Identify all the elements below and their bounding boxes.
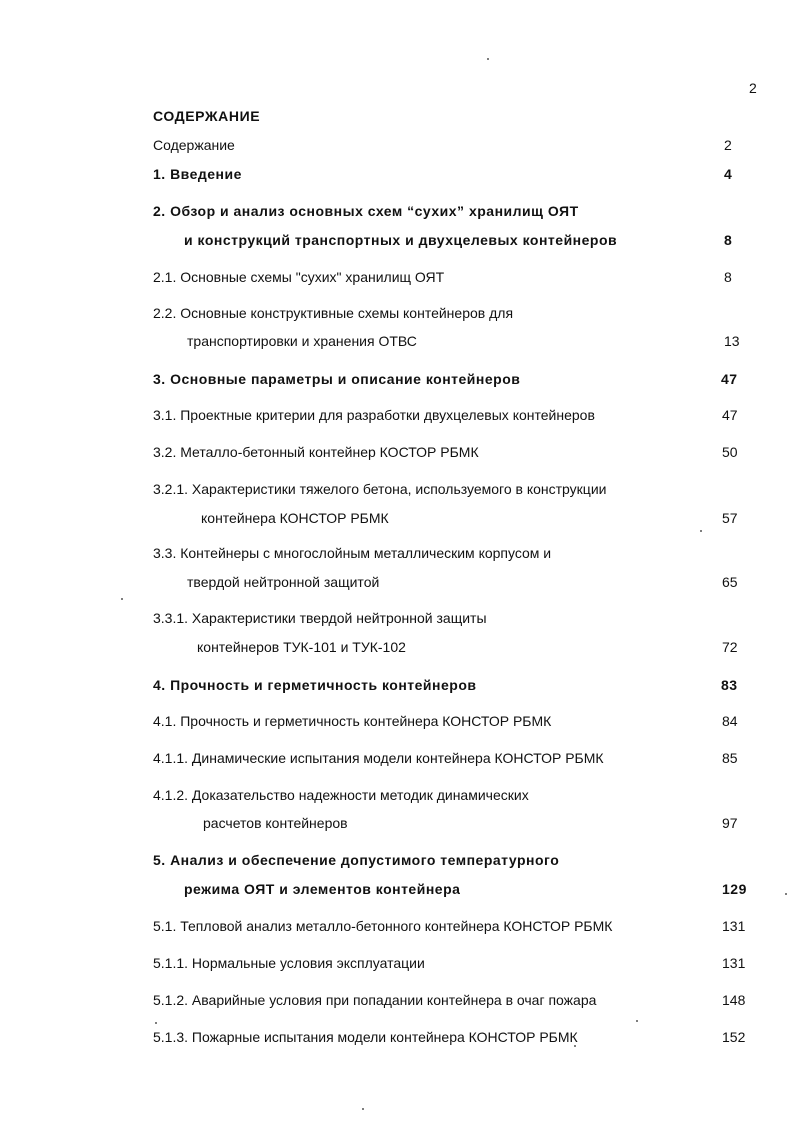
toc-entry [0, 610, 793, 630]
toc-entry [0, 305, 793, 325]
toc-entry-page: 85 [722, 750, 738, 766]
toc-entry [0, 232, 793, 252]
toc-entry-page: 152 [722, 1029, 746, 1045]
toc-entry-page: 131 [722, 918, 746, 934]
toc-entry [0, 787, 793, 807]
toc-entry [0, 881, 793, 901]
toc-entry [0, 713, 793, 733]
toc-entry [0, 918, 793, 938]
toc-entry [0, 992, 793, 1012]
toc-entry-title: контейнера КОНСТОР РБМК [201, 510, 389, 526]
toc-entry [0, 444, 793, 464]
toc-entry [0, 815, 793, 835]
toc-entry-title: 5.1.3. Пожарные испытания модели контейнера КОНСТОР РБМК [153, 1029, 578, 1045]
toc-entry-title: 3.2.1. Характеристики тяжелого бетона, используемого в конструкции [153, 481, 607, 497]
scan-speck [487, 58, 489, 60]
toc-entry [0, 137, 793, 157]
toc-entry-title: режима ОЯТ и элементов контейнера [184, 881, 461, 897]
toc-entry [0, 407, 793, 427]
toc-entry-page: 47 [722, 407, 738, 423]
toc-entry-page: 47 [721, 371, 738, 387]
toc-entry-page: 131 [722, 955, 746, 971]
scan-speck [362, 1108, 364, 1110]
toc-entry-title: 1. Введение [153, 166, 242, 182]
toc-entry-page: 4 [724, 166, 733, 182]
page-title: СОДЕРЖАНИЕ [153, 108, 261, 124]
toc-entry-page: 65 [722, 574, 738, 590]
toc-entry-title: 3. Основные параметры и описание контейнеров [153, 371, 521, 387]
toc-entry-page: 148 [722, 992, 746, 1008]
toc-entry-title: и конструкций транспортных и двухцелевых контейнеров [184, 232, 618, 248]
scan-speck [155, 1022, 157, 1024]
scan-speck [700, 530, 702, 532]
toc-entry [0, 510, 793, 530]
toc-entry [0, 1029, 793, 1049]
toc-entry-page: 8 [724, 232, 733, 248]
scan-speck [636, 1020, 638, 1022]
toc-entry-page: 8 [724, 269, 732, 285]
toc-entry-title: 5.1. Тепловой анализ металло-бетонного контейнера КОНСТОР РБМК [153, 918, 613, 934]
toc-entry-title: расчетов контейнеров [203, 815, 348, 831]
toc-entry-title: 2.1. Основные схемы "сухих" хранилищ ОЯТ [153, 269, 445, 285]
toc-entry [0, 750, 793, 770]
toc-entry-title: 3.2. Металло-бетонный контейнер КОСТОР РБМК [153, 444, 479, 460]
toc-entry [0, 269, 793, 289]
toc-entry [0, 955, 793, 975]
toc-entry-title: твердой нейтронной защитой [187, 574, 380, 590]
toc-entry-page: 2 [724, 137, 732, 153]
toc-entry-title: 4. Прочность и герметичность контейнеров [153, 677, 477, 693]
toc-entry-title: 4.1. Прочность и герметичность контейнера КОНСТОР РБМК [153, 713, 552, 729]
toc-entry-page: 97 [722, 815, 738, 831]
toc-entry-title: 2.2. Основные конструктивные схемы контейнеров для [153, 305, 514, 321]
toc-entry [0, 203, 793, 223]
page-number: 2 [749, 80, 757, 96]
toc-entry [0, 677, 793, 697]
toc-entry [0, 166, 793, 186]
toc-entry-page: 57 [722, 510, 738, 526]
toc-entry [0, 545, 793, 565]
toc-entry-title: 4.1.1. Динамические испытания модели контейнера КОНСТОР РБМК [153, 750, 604, 766]
toc-entry [0, 333, 793, 353]
toc-entry-title: 3.3.1. Характеристики твердой нейтронной защиты [153, 610, 487, 626]
toc-entry-page: 72 [722, 639, 738, 655]
toc-entry [0, 371, 793, 391]
scan-speck [785, 893, 787, 895]
toc-entry-title: 4.1.2. Доказательство надежности методик динамических [153, 787, 529, 803]
scan-speck [574, 1045, 576, 1047]
toc-entry-page: 83 [721, 677, 738, 693]
toc-entry-page: 129 [722, 881, 747, 897]
toc-entry-title: транспортировки и хранения ОТВС [187, 333, 417, 349]
toc-entry-page: 13 [724, 333, 740, 349]
toc-entry-title: 5.1.1. Нормальные условия эксплуатации [153, 955, 425, 971]
toc-entry-title: 3.3. Контейнеры с многослойным металлическим корпусом и [153, 545, 552, 561]
scan-speck [121, 598, 123, 600]
toc-entry [0, 481, 793, 501]
toc-entry-title: 5. Анализ и обеспечение допустимого температурного [153, 852, 560, 868]
toc-entry [0, 639, 793, 659]
toc-entry-title: контейнеров ТУК-101 и ТУК-102 [197, 639, 406, 655]
toc-entry [0, 574, 793, 594]
toc-entry-title: 3.1. Проектные критерии для разработки двухцелевых контейнеров [153, 407, 595, 423]
toc-entry-page: 50 [722, 444, 738, 460]
toc-entry-title: 2. Обзор и анализ основных схем “сухих” хранилищ ОЯТ [153, 203, 579, 219]
toc-entry-title: Содержание [153, 137, 235, 153]
toc-entry [0, 852, 793, 872]
toc-entry-page: 84 [722, 713, 738, 729]
toc-entry-title: 5.1.2. Аварийные условия при попадании контейнера в очаг пожара [153, 992, 597, 1008]
